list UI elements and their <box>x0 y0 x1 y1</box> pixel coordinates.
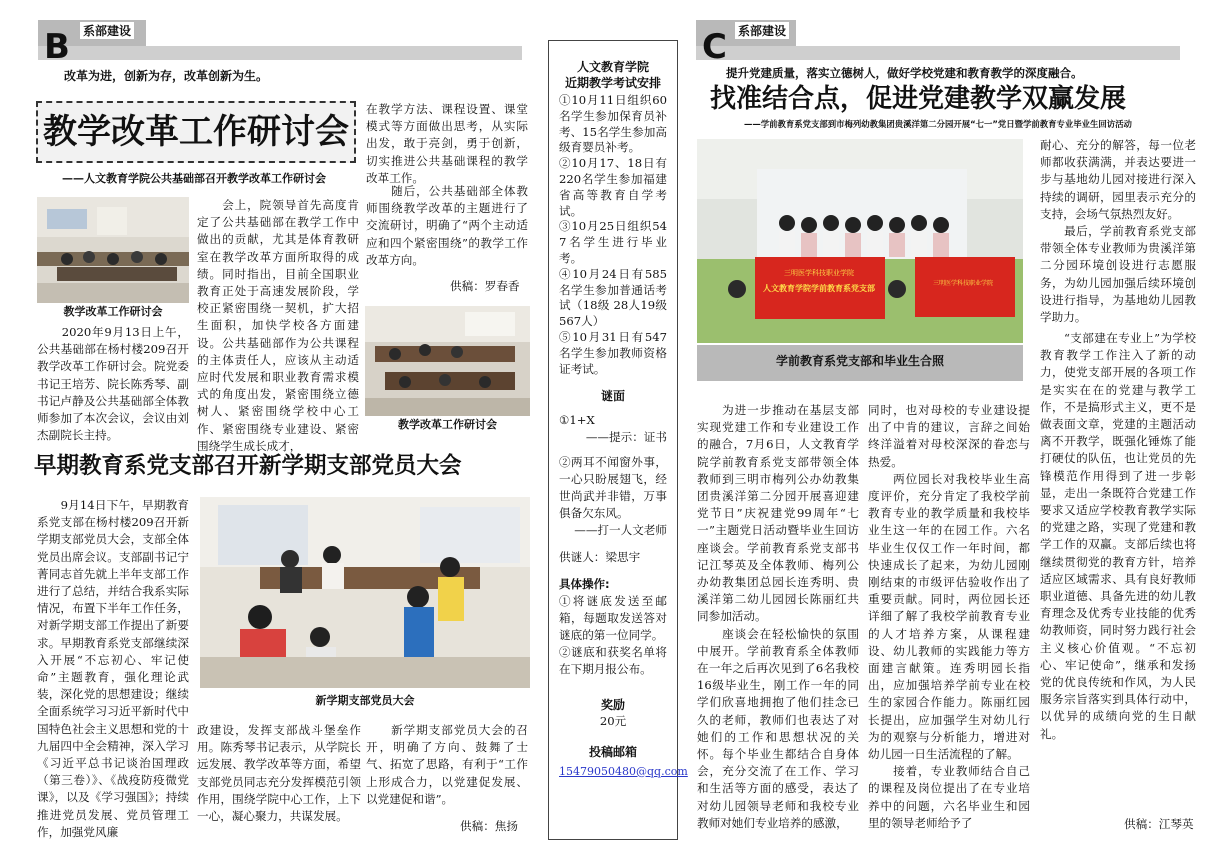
article2-title: 早期教育系党支部召开新学期支部党员大会 <box>34 453 462 479</box>
section-b-header-bar <box>38 46 522 60</box>
article1-photo1 <box>37 197 189 305</box>
riddle-2-hint: ——打一人文老师 <box>574 523 667 538</box>
article2-col1: 9月14日下午，早期教育系党支部在杨村楼209召开新学期支部党员大会，支部全体党员出席会议。支部副书记宁菁同志首先就上半年支部工作进行了总结，并结合我系实际情况，布置下半年工作任务，对新学期支部工作提出了新要求。早期教育系党支部继续深入开展“不忘初心、牢记使命”主题教育，强化理论武装，深化党的思想建设；继续全面系统学习习近平新时代中国特色社会主义思想和党的十九届四中全会精神，深入学习《习近平总书记谈治国理政（第三卷）》、《战疫防疫微党课》，以及《学习强国》；持续推进党员发展、党员管理工作，加强党风廉 <box>37 498 189 839</box>
photo-banner-text-3: 三明医学科技职业学院 <box>932 280 994 287</box>
section-c-letter: C <box>702 27 727 67</box>
article2-col3: 新学期支部党员大会的召开，明确了方向、鼓舞了士气、拓宽了思路，有利于“工作上形成合力，以党建促发展、以党建促和谐”。 <box>366 723 528 806</box>
riddle-heading: 谜面 <box>600 389 625 404</box>
article2-photo-caption: 新学期支部党员大会 <box>315 694 415 707</box>
article1-photo1-caption: 教学改革工作研讨会 <box>37 303 189 321</box>
article2-photo <box>200 497 530 688</box>
riddle-1-hint: ——提示：证书 <box>585 430 667 445</box>
prize-value: 20元 <box>599 714 627 729</box>
article1-photo2 <box>365 306 530 418</box>
middle-column <box>548 40 688 840</box>
article3-photo <box>697 139 1023 343</box>
ops-text: ①将谜底发送至邮箱，每题取发送答对谜底的第一位同学。 ②谜底和获奖名单将在下期月报公布。 <box>559 594 667 677</box>
article1-photo2-caption: 教学改革工作研讨会 <box>365 416 530 434</box>
section-c-name: 系部建设 <box>735 22 789 39</box>
article1-col3: 在教学方法、课程设置、课堂模式等方面做出思考，从实际出发，敢于亮剑，勇于创新，切实推进公共基础课程的教学改革工作。 <box>366 102 528 185</box>
article1-col3b: 随后，公共基础部全体教师围绕教学改革的主题进行了交流研讨，明确了“两个主动适应和四个紧密围绕”的教学工作改革方向。 <box>366 184 528 267</box>
photo-banner-text-2: 三明医学科技职业学院 <box>784 269 854 277</box>
photo-banner-text: 人文教育学院学前教育系党支部 <box>763 284 875 293</box>
article1-title-box <box>36 101 356 163</box>
article1-col2: 会上，院领导首先高度肯定了公共基础部在教学工作中做出的贡献，尤其是体育教研室在教学改革方面所取得的成绩。同时指出，目前全国职业教育正处于高速发展阶段，学校正紧密围绕一契机，扩大招生面积，加快学校各方面建设。公共基础部作为公共课程的主体责任人，应该从主动适应时代发展和职业教育需求模式的角度出发，紧密围绕立德树人、紧密围绕学校中心工作、紧密围绕专业建设、紧密围绕学生成长成才， <box>197 198 359 453</box>
section-b-letter: B <box>44 27 70 67</box>
article1-title: 教学改革工作研讨会 <box>43 112 349 152</box>
article2-credit: 供稿：焦扬 <box>460 819 518 833</box>
section-b-motto: 改革为进，创新为存，改革创新为生。 <box>64 69 269 83</box>
email-heading: 投稿邮箱 <box>588 744 637 759</box>
middle-schedule: ①10月11日组织60名学生参加保育员补考、15名学生参加高级育婴员补考。 ②10月17、18日有220名学生参加福建省高等教育自学考试。 ③10月25日组织547名学生进行毕业考。 ④10月24日有585名学生参加普通话考试（18级 28人19级567人） ⑤10月31日有547名学生参加教师资格证考试。 <box>559 93 667 376</box>
riddle-2: ②两耳不闻窗外事，一心只盼展翅飞，经世尚武并非错，万事俱备欠东风。 <box>559 455 667 521</box>
article3-col3-top: 耐心、充分的解答，每一位老师都收获满满，并表达要进一步与基地幼儿园对接进行深入持续的调研，园里表示充分的支持，会场气氛热烈友好。 最后，学前教育系党支部带领全体专业教师为贵溪洋第二分园环境创设进行志愿服务，为幼儿园加强后续环境创设进行指导，为基地幼儿园教学助力。 <box>1040 138 1196 325</box>
article1-credit: 供稿：罗春香 <box>450 279 520 293</box>
ops-heading: 具体操作: <box>559 577 610 592</box>
section-b-name: 系部建设 <box>80 22 134 39</box>
article3-col3-bottom: “支部建在专业上”为学校教育教学工作注入了新的动力，使党支部开展的各项工作是实实在在的党建与教学工作，不是搞形式主义，更不是做表面文章，党建的主题活动离不开教学，既强化锤炼了能打硬仗的队伍，也让党员的先锋模范作用得到了进一步彰显，走出一条既符合党建工作要求又适应学校教育教学实际的党建之路，实现了党建和教学工作的双赢。支部后续也将继续贯彻党的教育方针，培养适应区域需求、具有良好教师职业道德、具备先进的幼儿教育理念及优秀专业技能的优秀幼教师资，同时努力践行社会主义核心价值观。“不忘初心、牢记使命”，继承和发扬党的优良传统和作风，为人民服务宗旨落实到具体行动中，以优异的成绩向党的生日献礼。 <box>1040 331 1196 741</box>
article3-col2: 同时，也对母校的专业建设提出了中肯的建议，言辞之间始终洋溢着对母校深深的眷恋与热爱。 两位园长对我校毕业生高度评价，充分肯定了我校学前教育专业的教学质量和我校毕业生这一年的在园工作。六名毕业生仅仅工作一年时间，都快速成长了起来，为幼儿园刚刚结束的市级评估验收作出了重要贡献。同时，两位园长还详细了解了我校学前教育专业的人才培养方案，从课程建设、幼儿教师的实践能力等方面建言献策。连秀明园长指出，应加强培养学前专业在校生的家园合作能力。陈丽红园长提出，应加强学生对幼儿行为的观察与分析能力，增进对幼儿园一日生活流程的了解。 接着，专业教师结合自己的课程及岗位提出了在专业培养中的问题，六名毕业生和园里的领导老师给予了 <box>868 403 1030 830</box>
article3-subtitle: ——学前教育系党支部到市梅列幼教集团贵溪洋第二分园开展“七一”党日暨学前教育专业毕业生回访活动 <box>744 119 1132 129</box>
prize-heading: 奖励 <box>600 698 625 713</box>
email-link[interactable]: 15479050480@qq.com <box>559 764 688 778</box>
riddle-1: ①1+X <box>559 413 595 428</box>
riddle-provider: 供谜人：梁思宇 <box>559 550 641 565</box>
article3-title: 找准结合点，促进党建教学双赢发展 <box>710 84 1127 114</box>
article3-photo-caption: 学前教育系党支部和毕业生合照 <box>775 354 944 368</box>
section-c-motto: 提升党建质量，落实立德树人，做好学校党建和教育教学的深度融合。 <box>726 66 1083 80</box>
middle-heading-1: 人文教育学院 <box>576 60 649 74</box>
section-c-header-bar <box>696 46 1180 60</box>
article3-credit: 供稿：江琴英 <box>1124 817 1194 831</box>
article2-col2: 政建设，发挥支部战斗堡垒作用。陈秀琴书记表示，从学院长远发展、教学改革等方面，希望支部党员同志充分发挥模范引领作用，围绕学院中心工作，上下一心，凝心聚力，共谋发展。 <box>197 723 361 824</box>
article1-subtitle: ——人文教育学院公共基础部召开教学改革工作研讨会 <box>62 172 326 185</box>
middle-heading-2: 近期教学考试安排 <box>564 76 661 90</box>
article3-col1: 为进一步推动在基层支部实现党建工作和专业建设工作的融合，7月6日，人文教育学院学前教育系党支部带领全体教师到三明市梅列公办幼教集团贵溪洋第二分园开展喜迎建党节日”庆祝建党99周年“七一”主题党日活动暨毕业生回访座谈会。学前教育系党支部书记江琴英及全体教师、梅列公办幼教集团总园长连秀明、贵溪洋第二幼儿园园长陈丽红共同参加活动。 座谈会在轻松愉快的氛围中展开。学前教育系全体教师在一年之后再次见到了6名我校16级毕业生，刚工作一年的同学们欣喜地拥抱了他们挂念已久的老师，教师们也表达了对她们的工作和思想状况的关怀。每个毕业生都结合自身体会，充分交流了在工作、学习和生活等方面的感受，表达了对幼儿园领导老师和我校专业教师对她们专业培养的感激， <box>697 403 859 830</box>
article1-col1: 2020年9月13日上午，公共基础部在杨村楼209召开教学改革工作研讨会。院党委书记王培芳、院长陈秀琴、副书记卢静及公共基础部全体教师参加了本次会议，会议由刘杰副院长主持。 <box>37 325 189 443</box>
